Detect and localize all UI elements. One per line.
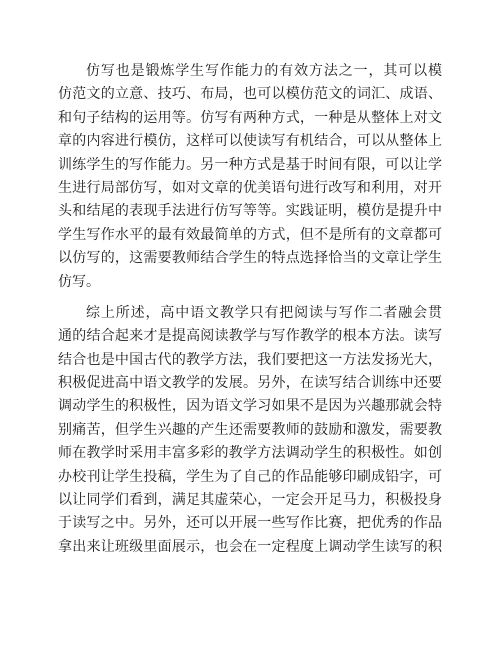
paragraph-line: 训练学生的写作能力。另一种方式是基于时间有限，可以让学 [58, 156, 442, 173]
paragraph-line: 头和结尾的表现手法进行仿写等等。实践证明，模仿是提升中 [58, 203, 442, 220]
paragraph-line: 以让同学们看到，满足其虚荣心，一定会开足马力，积极投身 [58, 492, 442, 509]
paragraph-line: 师在教学时采用丰富多彩的教学方法调动学生的积极性。如创 [58, 445, 442, 462]
paragraph-line: 仿范文的立意、技巧、布局，也可以模仿范文的词汇、成语、 [58, 86, 442, 103]
paragraph-1 [58, 60, 442, 294]
paragraph-line: 章的内容进行模仿，这样可以使读写有机结合，可以从整体上 [58, 133, 442, 150]
paragraph-line: 仿写。 [58, 273, 100, 290]
paragraph-line: 仿写也是锻炼学生写作能力的有效方法之一，其可以模 [86, 63, 442, 79]
paragraph-line: 别痛苦，但学生兴趣的产生还需要教师的鼓励和激发，需要教 [58, 421, 442, 438]
paragraph-line: 结合也是中国古代的教学方法，我们要把这一方法发扬光大， [58, 351, 442, 368]
paragraph-line: 于读写之中。另外，还可以开展一些写作比赛，把优秀的作品 [58, 515, 442, 532]
paragraph-gap [58, 294, 442, 302]
paragraph-line: 学生写作水平的最有效最简单的方式，但不是所有的文章都可 [58, 226, 442, 243]
document-body [58, 60, 442, 559]
paragraph-line: 以仿写的，这需要教师结合学生的特点选择恰当的文章让学生 [58, 250, 442, 267]
paragraph-line: 和句子结构的运用等。仿写有两种方式，一种是从整体上对文 [58, 109, 442, 126]
paragraph-line: 办校刊让学生投稿，学生为了自己的作品能够印刷成铅字，可 [58, 468, 442, 485]
paragraph-line: 通的结合起来才是提高阅读教学与写作教学的根本方法。读写 [58, 328, 442, 345]
paragraph-line: 拿出来让班级里面展示，也会在一定程度上调动学生读写的积 [58, 538, 442, 555]
paragraph-line: 综上所述，高中语文教学只有把阅读与写作二者融会贯 [86, 304, 442, 321]
paragraph-2 [58, 302, 442, 559]
paragraph-line: 调动学生的积极性，因为语文学习如果不是因为兴趣那就会特 [58, 398, 442, 415]
paragraph-line: 积极促进高中语文教学的发展。另外，在读写结合训练中还要 [58, 375, 442, 392]
paragraph-line: 生进行局部仿写，如对文章的优美语句进行改写和利用，对开 [58, 179, 442, 196]
